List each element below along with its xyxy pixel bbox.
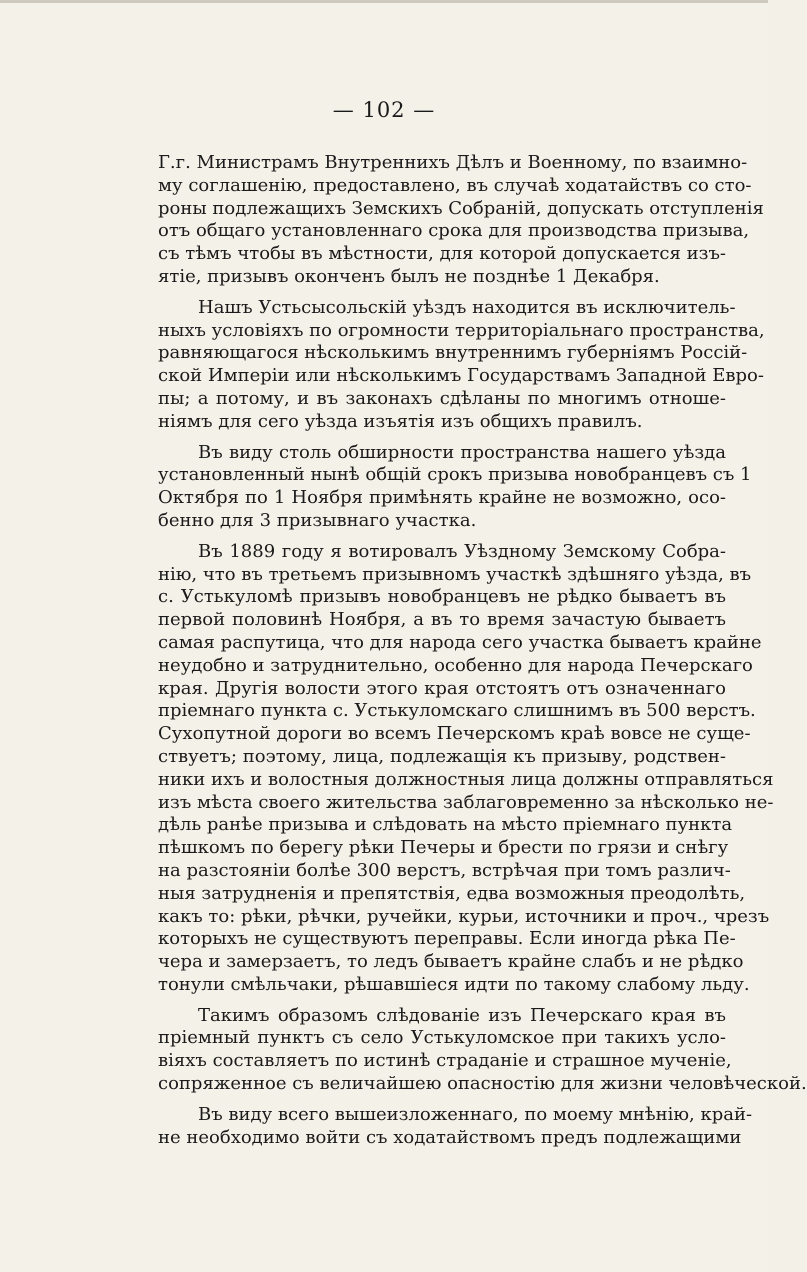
text-line: отъ общаго установленнаго срока для производства призыва, xyxy=(158,220,750,242)
text-line: неудобно и затруднительно, особенно для народа Печерскаго xyxy=(158,654,753,676)
text-line: ніямъ для сего уѣзда изъятія изъ общихъ правилъ. xyxy=(158,410,643,432)
text-line: ники ихъ и волостныя должностныя лица должны отправляться xyxy=(158,768,774,790)
paragraph-1 xyxy=(158,152,764,289)
text-line: ствуетъ; поэтому, лица, подлежащія къ призыву, родствен- xyxy=(158,745,726,767)
text-line: ныхъ условіяхъ по огромности территоріальнаго пространства, xyxy=(158,319,765,341)
text-line: первой половинѣ Ноября, а въ то время зачастую бываетъ xyxy=(158,609,726,631)
text-line: съ тѣмъ чтобы въ мѣстности, для которой допускается изъ- xyxy=(158,243,726,265)
text-line: нію, что въ третьемъ призывномъ участкѣ здѣшняго уѣзда, въ xyxy=(158,563,752,585)
text-line xyxy=(158,541,726,564)
top-edge-rule xyxy=(0,0,768,13)
text-line: которыхъ не существуютъ переправы. Если иногда рѣка Пе- xyxy=(158,928,736,950)
paragraph-6 xyxy=(158,1103,753,1150)
text-line xyxy=(158,442,726,465)
text-line: самая распутица, что для народа сего участка бываетъ крайне xyxy=(158,631,762,653)
text-line-content: Въ виду столь обширности пространства нашего уѣзда xyxy=(198,441,726,463)
paragraph-5 xyxy=(158,1004,807,1096)
text-line: пріемный пунктъ съ село Устькуломское при такихъ усло- xyxy=(158,1027,726,1049)
paragraph-2 xyxy=(158,296,765,434)
text-line: края. Другія волости этого края отстоятъ отъ означеннаго xyxy=(158,677,726,699)
text-line-content: Такимъ образомъ слѣдованіе изъ Печерскаго края въ xyxy=(198,1004,726,1026)
paragraph-4 xyxy=(158,540,774,997)
text-line: Сухопутной дороги во всемъ Печерскомъ краѣ вовсе не суще- xyxy=(158,723,751,745)
text-line: бенно для 3 призывнаго участка. xyxy=(158,509,477,531)
text-line: какъ то: рѣки, рѣчки, ручейки, курьи, источники и проч., чрезъ xyxy=(158,905,770,927)
text-line: ятіе, призывъ оконченъ былъ не позднѣе 1 Декабря. xyxy=(158,265,660,287)
text-line: віяхъ составляетъ по истинѣ страданіе и страшное мученіе, xyxy=(158,1050,732,1072)
text-line: Октября по 1 Ноября примѣнять крайне не возможно, осо- xyxy=(158,487,726,509)
paragraph-3 xyxy=(158,441,752,533)
text-line: пѣшкомъ по берегу рѣки Печеры и брести по грязи и снѣгу xyxy=(158,837,729,859)
text-line: не необходимо войти съ ходатайствомъ предъ подлежащими xyxy=(158,1126,742,1148)
text-line: на разстояніи болѣе 300 верстъ, встрѣчая при томъ различ- xyxy=(158,859,731,881)
text-line: с. Устькуломѣ призывъ новобранцевъ не рѣдко бываетъ въ xyxy=(158,586,726,608)
text-line: му соглашенію, предоставлено, въ случаѣ ходатайствъ со сто- xyxy=(158,174,752,196)
text-line: изъ мѣста своего жительства заблаговременно за нѣсколько не- xyxy=(158,791,774,813)
text-line: установленный нынѣ общій срокъ призыва новобранцевъ съ 1 xyxy=(158,464,752,486)
text-line: дѣль ранѣе призыва и слѣдовать на мѣсто пріемнаго пункта xyxy=(158,814,733,836)
text-line xyxy=(158,296,736,320)
text-line: ныя затрудненія и препятствія, едва возможныя преодолѣть, xyxy=(158,882,746,904)
text-line: равняющагося нѣсколькимъ внутреннимъ губерніямъ Россій- xyxy=(158,342,748,364)
text-line: Г.г. Министрамъ Внутреннихъ Дѣлъ и Военному, по взаимно- xyxy=(158,152,748,173)
page-number: — 102 — xyxy=(332,98,436,122)
text-line xyxy=(158,1103,753,1127)
text-line: роны подлежащихъ Земскихъ Собраній, допускать отступленія xyxy=(158,197,764,219)
text-line-content: Въ виду всего вышеизложеннаго, по моему мнѣнію, край- xyxy=(198,1103,753,1125)
text-line: пы; а потому, и въ законахъ сдѣланы по многимъ отноше- xyxy=(158,387,726,409)
text-line: ской Имперіи или нѣсколькимъ Государствамъ Западной Евро- xyxy=(158,365,764,387)
text-line: сопряженное съ величайшею опасностію для жизни человѣческой. xyxy=(158,1073,807,1095)
body-text xyxy=(158,152,807,1149)
text-line-content: Нашъ Устьсысольскій уѣздъ находится въ исключитель- xyxy=(198,296,736,318)
text-line: тонули смѣльчаки, рѣшавшіеся идти по такому слабому льду. xyxy=(158,973,750,995)
text-line: чера и замерзаетъ, то ледъ бываетъ крайне слабъ и не рѣдко xyxy=(158,951,744,973)
text-line xyxy=(158,1005,726,1028)
text-line: пріемнаго пункта с. Устькуломскаго слишнимъ въ 500 верстъ. xyxy=(158,700,756,722)
text-line-content: Въ 1889 году я вотировалъ Уѣздному Земскому Собра- xyxy=(198,540,726,562)
